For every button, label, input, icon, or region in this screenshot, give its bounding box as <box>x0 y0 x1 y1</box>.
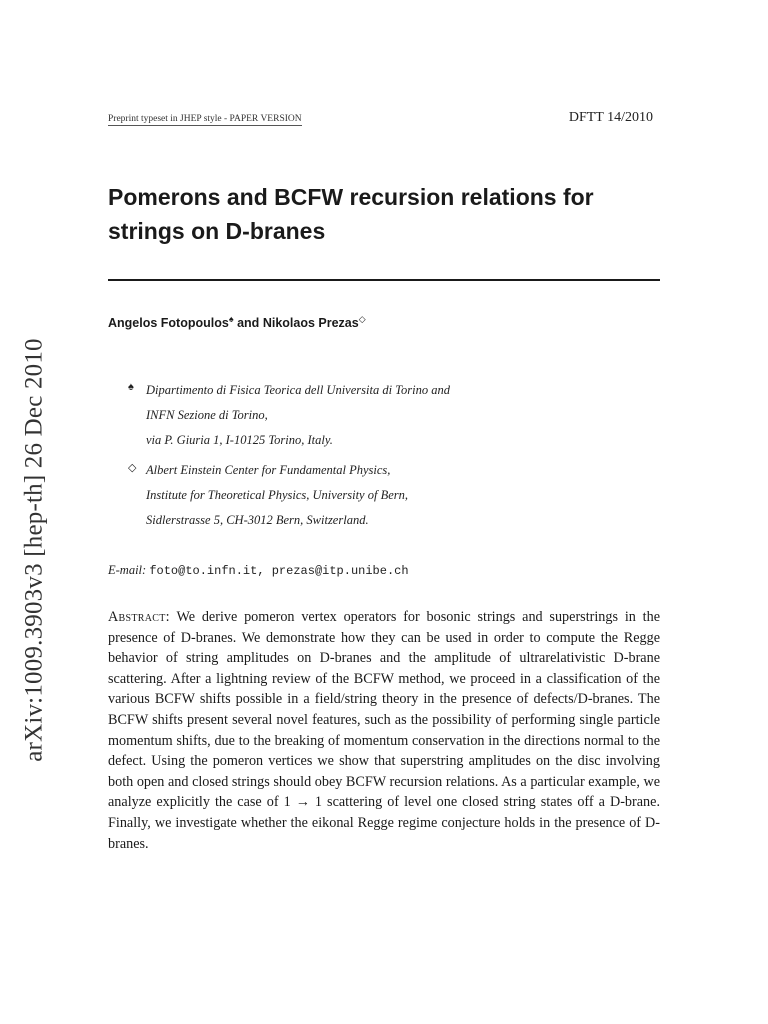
email-line <box>108 563 409 578</box>
arxiv-stamp <box>8 340 62 760</box>
title-divider <box>108 279 660 281</box>
title-line: Pomerons and BCFW recursion relations for <box>108 184 594 210</box>
affiliation-line: Albert Einstein Center for Fundamental Physics, <box>146 463 391 477</box>
affiliation-line: Sidlerstrasse 5, CH-3012 Bern, Switzerland. <box>146 513 369 527</box>
email-addresses: foto@to.infn.it, prezas@itp.unibe.ch <box>149 564 409 578</box>
author-name: Nikolaos Prezas <box>262 316 359 330</box>
affiliation-torino <box>128 381 450 456</box>
spade-marker: ♠ <box>228 314 234 324</box>
email-label: E-mail: <box>108 563 147 577</box>
title-line: strings on D-branes <box>108 218 326 244</box>
author-name: Angelos Fotopoulos <box>108 316 229 330</box>
affiliation-line: INFN Sezione di Torino, <box>146 408 268 422</box>
spade-marker: ♠ <box>128 381 134 393</box>
abstract-text: We derive pomeron vertex operators for bosonic strings and superstrings in the presence of D-branes. We demonstrate how they can be used in order to compute the Regge behavior of string amplitudes on D-branes and the amplitude of ultrarelativistic D-brane scattering. After a lightning review of the BCFW method, we proceed in a classification of the various BCFW shifts possible in a field/string theory in the presence of defects/D-branes. The BCFW shifts present several novel features, such as the possibility of performing single particle momentum shifts, due to the breaking of momentum conservation in the directions normal to the defect. Using the pomeron vertices we show that superstring amplitudes on the disc involving both open and closed strings should obey BCFW recursion relations. As a particular example, we analyze explicitly the case of 1 → 1 scattering of level one closed string states off a D-brane. Finally, we investigate whether the eikonal Regge regime conjecture holds in the presence of D-branes. <box>108 609 660 852</box>
author-list <box>108 314 366 330</box>
diamond-marker: ◇ <box>358 314 366 324</box>
abstract-heading: Abstract: <box>108 609 170 625</box>
author-conjunction: and <box>237 316 260 330</box>
diamond-marker: ◇ <box>128 462 137 474</box>
paper-title <box>108 180 668 248</box>
arxiv-id: arXiv:1009.3903v3 [hep-th] 26 Dec 2010 <box>21 338 49 762</box>
affiliation-line: Dipartimento di Fisica Teorica dell Universita di Torino and <box>146 383 450 397</box>
affiliation-bern <box>128 461 408 536</box>
abstract <box>108 607 660 854</box>
report-number: DFTT 14/2010 <box>568 110 653 125</box>
affiliation-line: Institute for Theoretical Physics, University of Bern, <box>146 488 408 502</box>
affiliation-line: via P. Giuria 1, I-10125 Torino, Italy. <box>146 433 333 447</box>
preprint-note: Preprint typeset in JHEP style - PAPER VERSION <box>108 114 302 124</box>
